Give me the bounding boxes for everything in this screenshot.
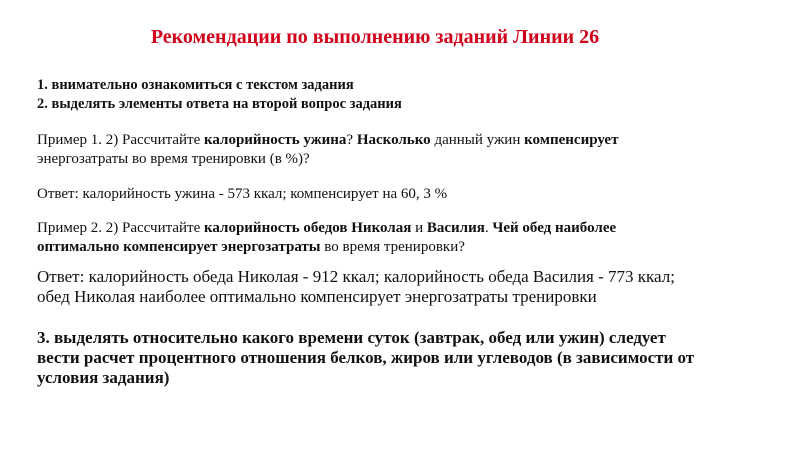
bold-text: компенсирует	[524, 132, 619, 148]
text: и	[411, 220, 427, 236]
example-2	[37, 219, 616, 256]
text: .	[484, 220, 493, 236]
text: Ответ: калорийность обеда Николая - 912 ккал; калорийность обеда Василия - 773 ккал;	[37, 267, 675, 286]
recommendation-1	[37, 76, 354, 95]
bold-text: оптимально компенсирует энергозатраты	[37, 238, 321, 255]
bold-text: условия задания)	[37, 368, 170, 387]
recommendation-3	[37, 328, 694, 388]
text: обед Николая наиболее оптимально компенсирует энергозатраты тренировки	[37, 287, 597, 306]
text: данный ужин	[430, 132, 525, 148]
answer-1: Ответ: калорийность ужина - 573 ккал; компенсирует на 60, 3 %	[37, 186, 448, 202]
recommendation-1-text: 1. внимательно ознакомиться с текстом задания	[37, 77, 354, 93]
text: во время тренировки?	[320, 238, 465, 255]
bold-text: 3. выделять относительно какого времени суток (завтрак, обед или ужин) следует	[37, 328, 666, 347]
bold-text: калорийность ужина	[203, 132, 347, 148]
example-1	[37, 131, 618, 168]
recommendation-2-text: 2. выделять элементы ответа на второй вопрос задания	[37, 96, 402, 112]
answer-2	[37, 267, 675, 307]
bold-text: Чей обед наиболее	[492, 220, 617, 236]
text: Пример 2. 2) Рассчитайте	[37, 220, 204, 236]
bold-text: калорийность обедов Николая	[203, 220, 412, 236]
slide-title: Рекомендации по выполнению заданий Линии 26	[150, 26, 600, 48]
text: ?	[346, 132, 357, 148]
text: Пример 1. 2) Рассчитайте	[37, 132, 204, 148]
bold-text: Василия	[426, 220, 485, 236]
text: энергозатраты во время тренировки (в %)?	[37, 150, 310, 167]
bold-text: вести расчет процентного отношения белков, жиров или углеводов (в зависимости от	[37, 348, 695, 367]
bold-text: Насколько	[356, 132, 431, 148]
recommendation-2	[37, 95, 402, 114]
